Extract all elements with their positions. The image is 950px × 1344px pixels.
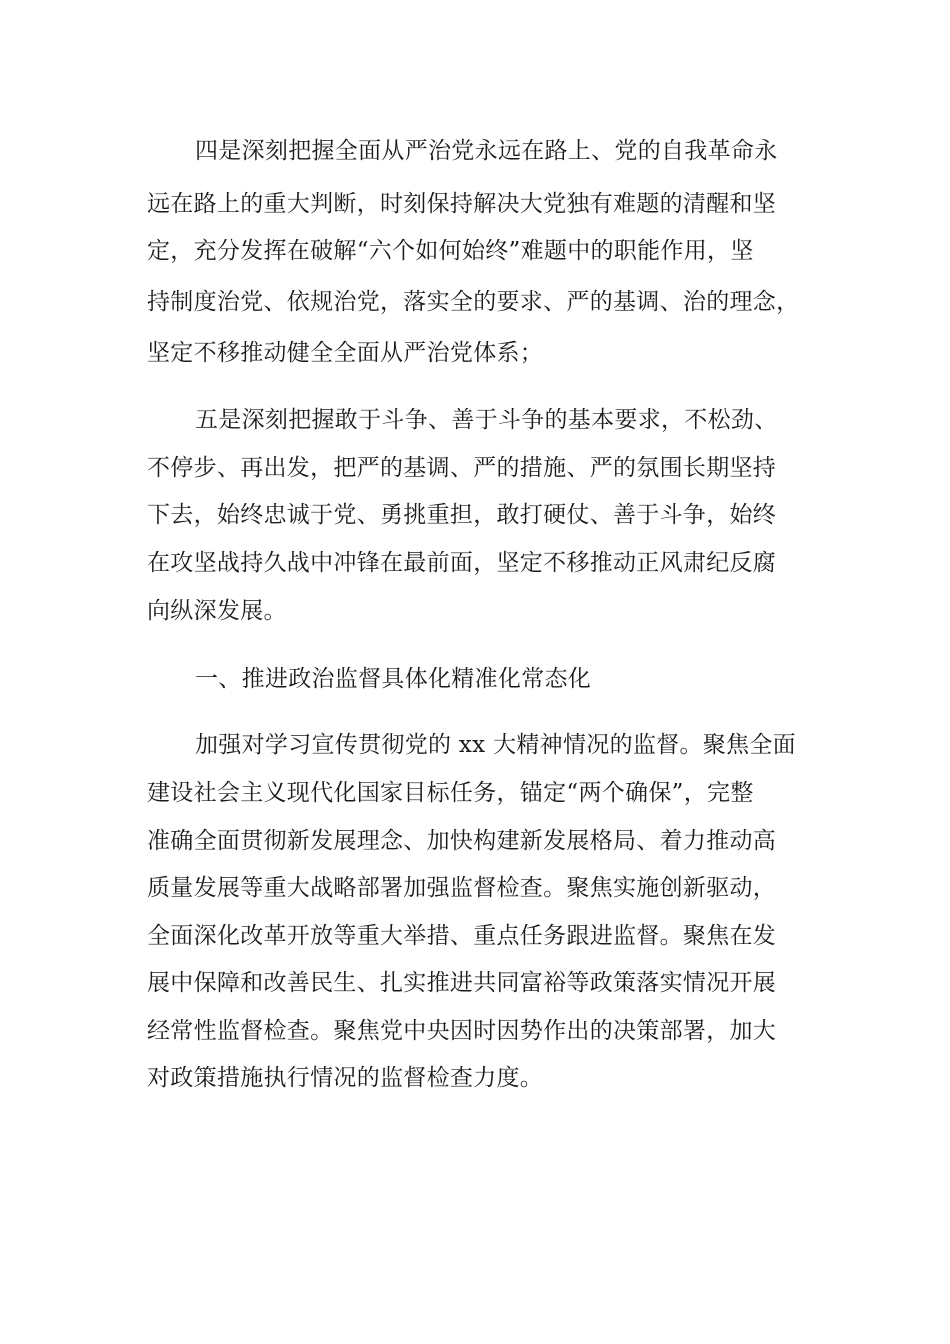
text-line: 下去，始终忠诚于党、勇挑重担，敢打硬仗、善于斗争，始终 [147, 502, 777, 528]
text-line: 全面深化改革开放等重大举措、重点任务跟进监督。聚焦在发 [147, 923, 777, 949]
text-line: 对政策措施执行情况的监督检查力度。 [147, 1065, 544, 1091]
text-line: 不停步、再出发，把严的基调、严的措施、严的氛围长期坚持 [147, 455, 777, 481]
section-heading: 一、推进政治监督具体化精准化常态化 [195, 666, 592, 692]
text-line: 五是深刻把握敢于斗争、善于斗争的基本要求，不松劲、 [195, 407, 778, 433]
text-line: 质量发展等重大战略部署加强监督检查。聚焦实施创新驱动， [147, 875, 777, 901]
text-line: 在攻坚战持久战中冲锋在最前面，坚定不移推动正风肃纪反腐 [147, 550, 777, 576]
text-line: 持制度治党、依规治党，落实全的要求、严的基调、治的理念， [147, 289, 800, 315]
text-line: 加强对学习宣传贯彻党的 xx 大精神情况的监督。聚焦全面 [195, 732, 796, 758]
text-line: 四是深刻把握全面从严治党永远在路上、党的自我革命永 [195, 138, 778, 164]
text-line: 远在路上的重大判断，时刻保持解决大党独有难题的清醒和坚 [147, 191, 777, 217]
text-line: 建设社会主义现代化国家目标任务，锚定“两个确保”，完整 [147, 780, 754, 806]
text-line: 坚定不移推动健全全面从严治党体系； [147, 340, 544, 366]
text-line: 展中保障和改善民生、扎实推进共同富裕等政策落实情况开展 [147, 970, 777, 996]
text-line: 经常性监督检查。聚焦党中央因时因势作出的决策部署，加大 [147, 1018, 777, 1044]
text-line: 定，充分发挥在破解“六个如何始终”难题中的职能作用，坚 [147, 238, 754, 264]
text-line: 准确全面贯彻新发展理念、加快构建新发展格局、着力推动高 [147, 828, 777, 854]
text-line: 向纵深发展。 [147, 598, 287, 624]
